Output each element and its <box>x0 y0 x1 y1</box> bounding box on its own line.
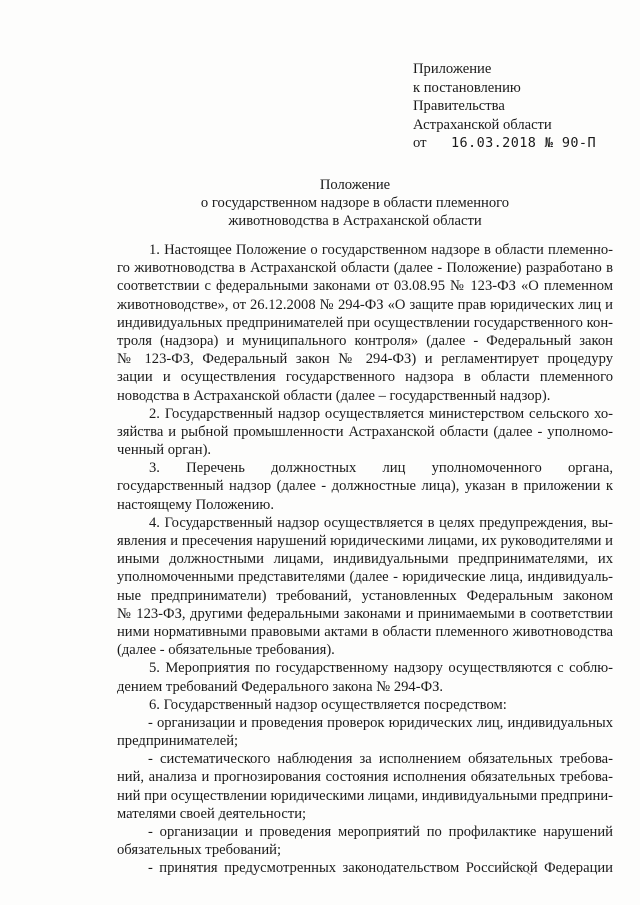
annex-block <box>413 60 596 153</box>
body-line: зации и осуществления государственного надзора в области племенного <box>117 369 613 386</box>
body-line: ний, анализа и прогнозирования состояния исполнения обязательных требова- <box>117 769 613 786</box>
body-line: ними нормативными правовыми актами в области племенного животноводства <box>117 623 613 640</box>
annex-line-1: Приложение <box>413 61 492 77</box>
annex-line-4: Астраханской области <box>413 116 552 133</box>
body-line: иными должностными лицами, индивидуальными предпринимателями, их <box>117 551 613 568</box>
body-line: уполномоченными представителями (далее - юридические лица, индивидуаль- <box>117 569 613 586</box>
body-line: мателями своей деятельности; <box>117 805 307 822</box>
annex-line-3: Правительства <box>413 98 505 114</box>
body-line: 1. Настоящее Положение о государственном надзоре в области племенно- <box>149 242 613 258</box>
body-line: дением требований Федерального закона № 294-ФЗ. <box>117 678 444 695</box>
scan-marks <box>505 860 545 890</box>
body-line: настоящему Положению. <box>117 496 274 513</box>
body-line: 3. Перечень должностных лиц уполномоченного органа, <box>149 460 613 477</box>
annex-date-line <box>413 134 596 153</box>
title-line-1: Положение <box>319 177 391 193</box>
body-line: № 123-ФЗ, другими федеральными законами и принимаемыми в соответствии <box>117 605 613 622</box>
body-line: явления и пресечения нарушений юридическими лицами, их руководителями и <box>117 533 613 549</box>
body-line: государственный надзор (далее - должностные лица), указан в приложении к <box>117 478 613 495</box>
body-line: 6. Государственный надзор осуществляется посредством: <box>149 696 507 713</box>
body-line: го животноводства в Астраханской области (далее - Положение) разработано в <box>117 260 613 277</box>
body-line: 5. Мероприятия по государственному надзору осуществляются с соблю- <box>149 660 613 677</box>
annex-date-number: 16.03.2018 № 90-П <box>451 135 596 151</box>
body-line: ченный орган). <box>117 442 212 459</box>
annex-date-prefix: от <box>413 135 427 151</box>
body-line: - систематического наблюдения за исполнением обязательных требова- <box>148 751 613 768</box>
body-line: - организации и проведения проверок юридических лиц, индивидуальных <box>148 714 613 731</box>
body-line: № 123-ФЗ, Федеральный закон № 294-ФЗ) и регламентирует процедуру <box>117 351 613 368</box>
body-line: ний при осуществлении юридическими лицами, индивидуальными предприни- <box>117 787 613 804</box>
body-line: 4. Государственный надзор осуществляется в целях предупреждения, вы- <box>149 514 613 531</box>
body-line: новодства в Астраханской области (далее – государственный надзор). <box>117 387 551 404</box>
body-line: обязательных требований; <box>117 842 282 859</box>
annex-line-2: к постановлению <box>413 79 521 96</box>
body-line: соответствии с федеральными законами от 03.08.95 № 123-ФЗ «О племенном <box>117 278 613 295</box>
body-line: - принятия предусмотренных законодательством Российской Федерации <box>148 860 613 877</box>
body-line: животноводстве», от 26.12.2008 № 294-ФЗ «О защите прав юридических лиц и <box>117 296 613 313</box>
body-line: троля (надзора) и муниципального контроля» (далее - Федеральный закон <box>117 332 613 349</box>
body-line: ные предприниматели) требований, установленных Федеральным законом <box>117 587 613 604</box>
document-title <box>120 176 590 230</box>
body-line: индивидуальных предпринимателей при осуществлении государственного кон- <box>117 314 613 331</box>
body-line: - организации и проведения мероприятий по профилактике нарушений <box>148 824 613 840</box>
body-line: зяйства и рыбной промышленности Астраханской области (далее - уполномо- <box>117 423 613 440</box>
title-line-3: животноводства в Астраханской области <box>228 213 482 229</box>
body-line: (далее - обязательные требования). <box>117 642 335 659</box>
body-line: предпринимателей; <box>117 733 239 750</box>
title-line-2: о государственном надзоре в области племенного <box>200 195 510 211</box>
body-line: 2. Государственный надзор осуществляется министерством сельского хо- <box>149 405 613 422</box>
document-body <box>117 241 613 878</box>
